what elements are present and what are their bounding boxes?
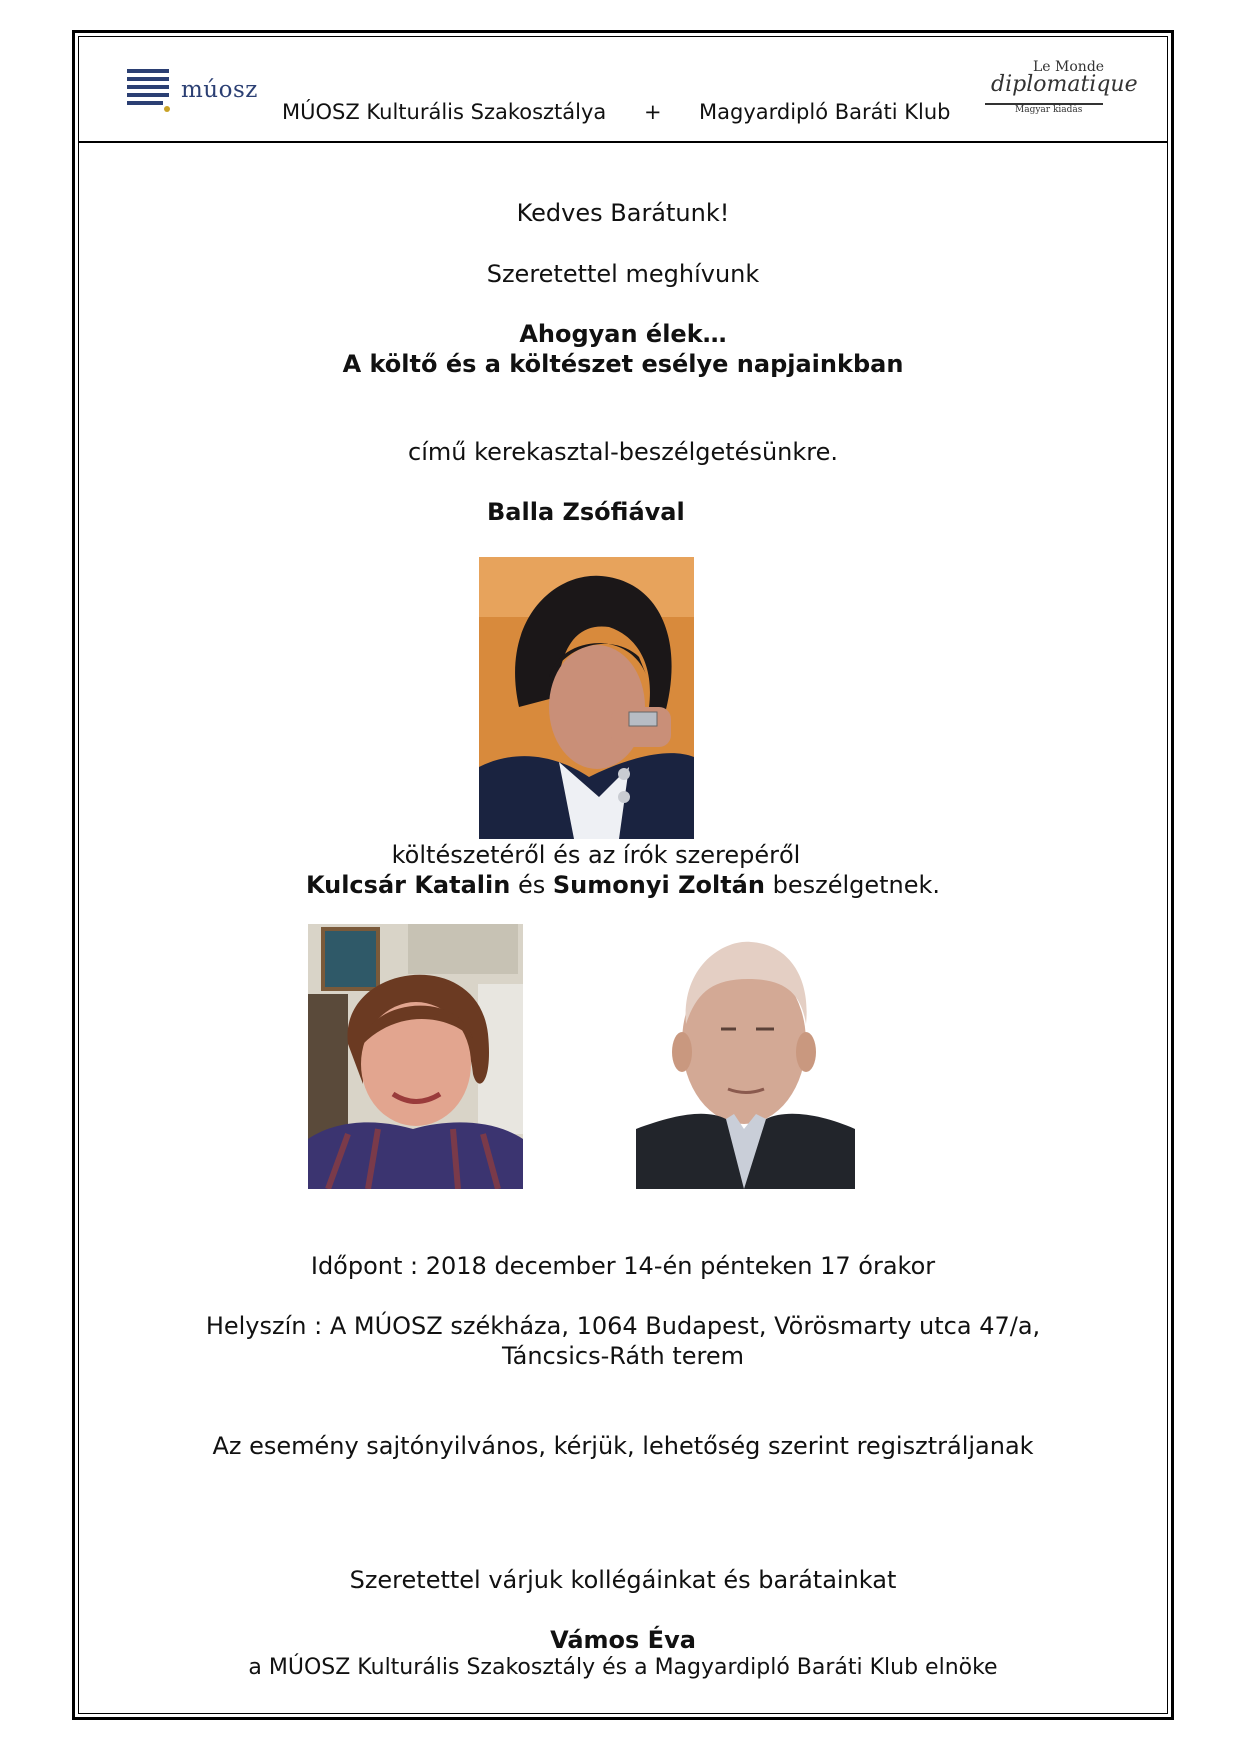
lmd-logo-le: Le Monde — [1033, 59, 1105, 75]
right-org-name: Magyardipló Baráti Klub — [699, 100, 951, 124]
guest-name: Balla Zsófiával — [487, 498, 685, 526]
topic-phrase: költészetéről és az írók szerepéről — [391, 841, 801, 869]
signer-title: a MÚOSZ Kulturális Szakosztály és a Magyardipló Baráti Klub elnöke — [248, 1655, 998, 1680]
host2-photo — [636, 924, 855, 1189]
signer-name: Vámos Éva — [550, 1626, 696, 1654]
greeting: Kedves Barátunk! — [516, 199, 730, 227]
le-monde-diplomatique-logo — [985, 59, 1138, 125]
press-note: Az esemény sajtónyilvános, kérjük, lehetőség szerint regisztráljanak — [212, 1432, 1034, 1460]
host2-name: Sumonyi Zoltán — [552, 871, 765, 899]
event-time: Időpont : 2018 december 14-én pénteken 17 órakor — [310, 1252, 936, 1280]
event-title-line2: A költő és a költészet esélye napjainkban — [342, 350, 904, 378]
event-place-line1: Helyszín : A MÚOSZ székháza, 1064 Budapest, Vörösmarty utca 47/a, — [205, 1312, 1041, 1340]
lmd-logo-main: diplomatique — [991, 72, 1138, 97]
letterhead — [79, 37, 1167, 143]
intro-text: Szeretettel meghívunk — [486, 260, 760, 288]
plus-sign: + — [644, 100, 662, 124]
host1-name: Kulcsár Katalin — [305, 871, 511, 899]
hosts-and: és — [517, 871, 546, 899]
hosts-line — [79, 870, 1167, 900]
host1-photo — [308, 924, 523, 1189]
guest-photo — [479, 557, 694, 839]
muosz-lines-icon — [127, 69, 177, 119]
muosz-logo — [127, 69, 267, 119]
muosz-logo-text: múosz — [181, 77, 258, 103]
event-title-suffix: című kerekasztal-beszélgetésünkre. — [408, 438, 838, 466]
topic-text — [79, 840, 1167, 870]
closing-welcome: Szeretettel várjuk kollégáinkat és barátainkat — [349, 1566, 897, 1594]
left-org-name: MÚOSZ Kulturális Szakosztálya — [282, 100, 607, 124]
lmd-logo-sub: Magyar kiadás — [1015, 105, 1083, 115]
event-title-line1: Ahogyan élek… — [519, 320, 727, 348]
hosts-suffix: beszélgetnek. — [772, 871, 941, 899]
event-place-line2: Táncsics-Ráth terem — [501, 1342, 745, 1370]
